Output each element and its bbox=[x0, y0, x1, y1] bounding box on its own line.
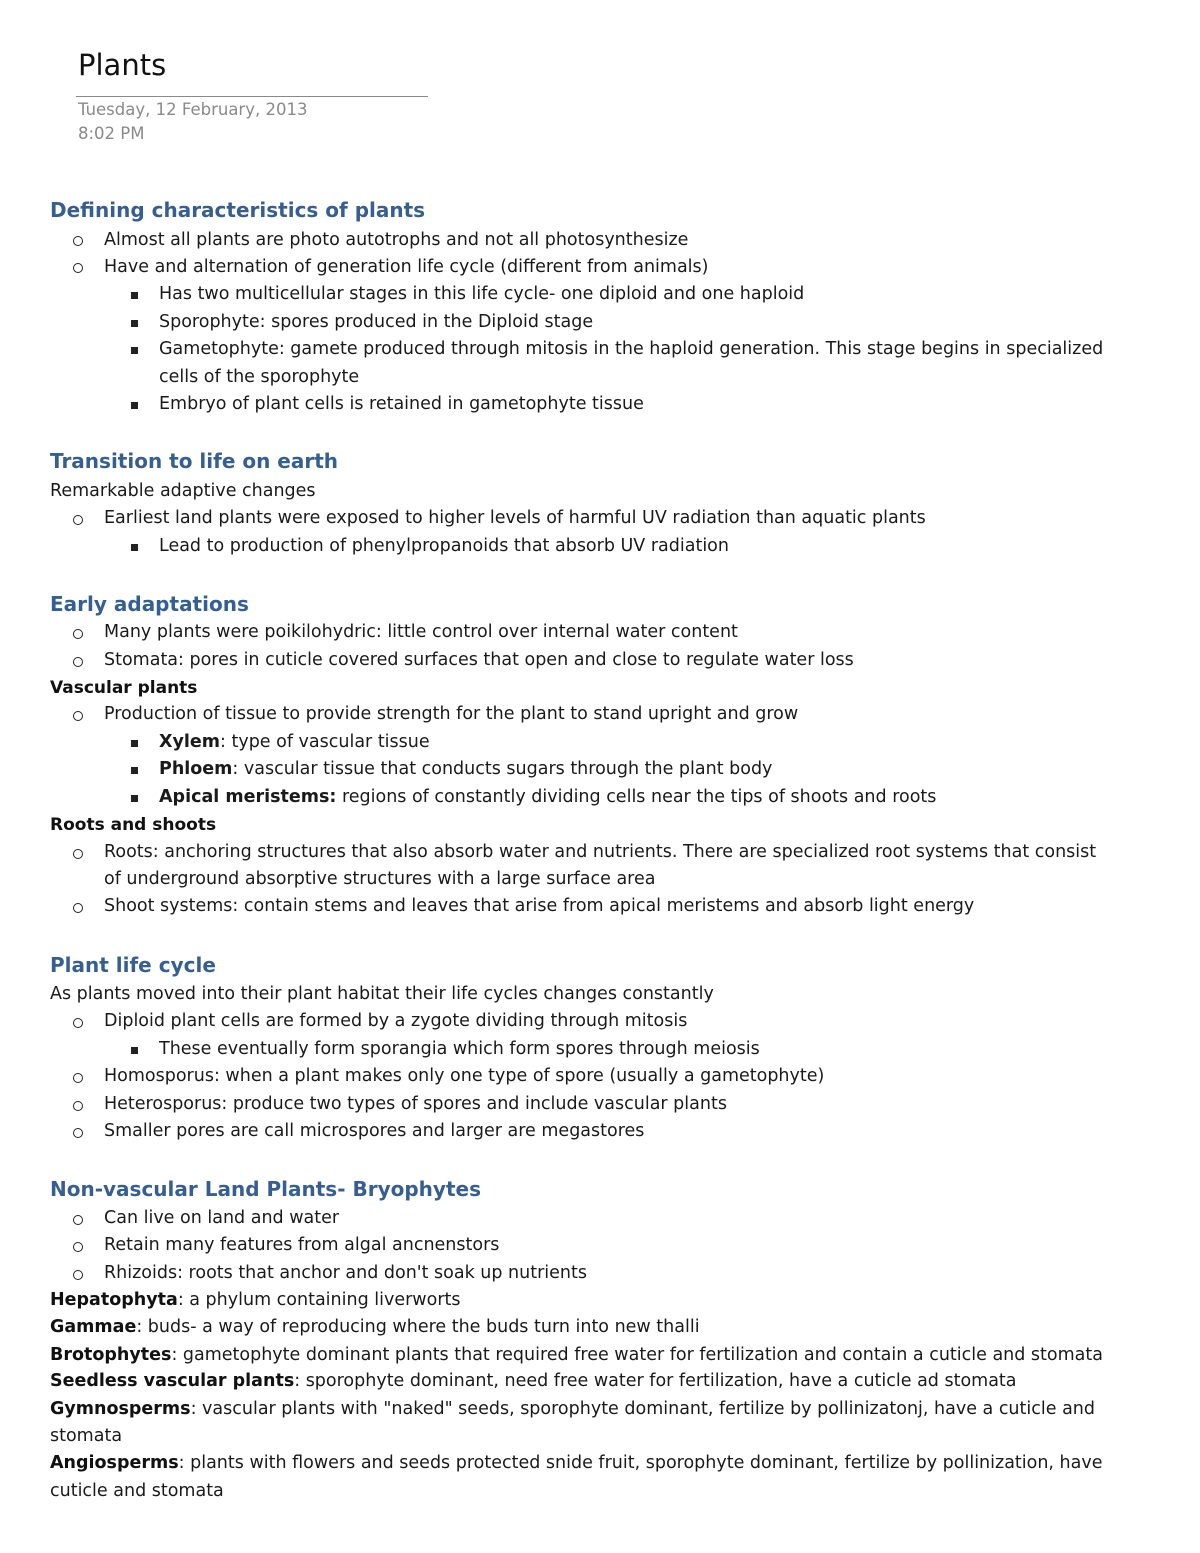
circle-bullet-icon bbox=[73, 657, 83, 667]
term: Brotophytes bbox=[50, 1345, 172, 1365]
definition-continuation: stomata bbox=[50, 1426, 123, 1446]
term: Gymnosperms bbox=[50, 1399, 191, 1419]
section-heading: Non-vascular Land Plants- Bryophytes bbox=[50, 1177, 481, 1201]
circle-bullet-icon bbox=[73, 1101, 83, 1111]
definition-line bbox=[50, 1368, 1017, 1395]
list-item: Production of tissue to provide strength for the plant to stand upright and grow bbox=[104, 704, 799, 724]
circle-bullet-icon bbox=[73, 263, 83, 273]
circle-bullet-icon bbox=[73, 236, 83, 246]
definition-line bbox=[50, 1314, 700, 1341]
list-item-continuation: cells of the sporophyte bbox=[159, 367, 360, 387]
circle-bullet-icon bbox=[73, 1073, 83, 1083]
square-bullet-icon bbox=[131, 402, 138, 409]
subheading: Vascular plants bbox=[50, 678, 198, 698]
square-bullet-icon bbox=[131, 320, 138, 327]
term: Seedless vascular plants bbox=[50, 1371, 295, 1391]
term: Angiosperms bbox=[50, 1453, 179, 1473]
square-bullet-icon bbox=[131, 347, 138, 354]
list-item: Sporophyte: spores produced in the Diploid stage bbox=[159, 312, 594, 332]
definition: regions of constantly dividing cells near the tips of shoots and roots bbox=[336, 787, 937, 807]
list-item: Many plants were poikilohydric: little control over internal water content bbox=[104, 622, 738, 642]
list-item: Stomata: pores in cuticle covered surfaces that open and close to regulate water loss bbox=[104, 650, 854, 670]
definition-line bbox=[50, 1342, 1103, 1369]
list-item-continuation: of underground absorptive structures with a large surface area bbox=[104, 869, 656, 889]
list-item: Diploid plant cells are formed by a zygote dividing through mitosis bbox=[104, 1011, 688, 1031]
circle-bullet-icon bbox=[73, 711, 83, 721]
circle-bullet-icon bbox=[73, 629, 83, 639]
term: Phloem bbox=[159, 759, 233, 779]
list-item bbox=[159, 756, 772, 783]
circle-bullet-icon bbox=[73, 849, 83, 859]
definition: : gametophyte dominant plants that required free water for fertilization and contain a cuticle and stomata bbox=[171, 1345, 1103, 1365]
list-item: Embryo of plant cells is retained in gametophyte tissue bbox=[159, 394, 644, 414]
square-bullet-icon bbox=[131, 767, 138, 774]
list-item bbox=[159, 784, 936, 811]
list-item: Have and alternation of generation life cycle (different from animals) bbox=[104, 257, 709, 277]
circle-bullet-icon bbox=[73, 1128, 83, 1138]
page-time: 8:02 PM bbox=[78, 124, 145, 143]
list-item: Smaller pores are call microspores and larger are megastores bbox=[104, 1121, 645, 1141]
subheading: Roots and shoots bbox=[50, 815, 217, 835]
definition: : a phylum containing liverworts bbox=[177, 1290, 461, 1310]
term: Xylem bbox=[159, 732, 221, 752]
list-item: Lead to production of phenylpropanoids that absorb UV radiation bbox=[159, 536, 729, 556]
list-item: Has two multicellular stages in this life cycle- one diploid and one haploid bbox=[159, 284, 805, 304]
definition: : vascular tissue that conducts sugars through the plant body bbox=[232, 759, 773, 779]
square-bullet-icon bbox=[131, 544, 138, 551]
list-item bbox=[159, 729, 430, 756]
page-date: Tuesday, 12 February, 2013 bbox=[78, 100, 308, 119]
square-bullet-icon bbox=[131, 795, 138, 802]
term: Hepatophyta bbox=[50, 1290, 178, 1310]
page-title: Plants bbox=[78, 48, 167, 82]
circle-bullet-icon bbox=[73, 1018, 83, 1028]
definition: : vascular plants with "naked" seeds, sporophyte dominant, fertilize by pollinizatonj, have a cuticle and bbox=[190, 1399, 1095, 1419]
list-item: These eventually form sporangia which form spores through meiosis bbox=[159, 1039, 760, 1059]
circle-bullet-icon bbox=[73, 1242, 83, 1252]
list-item: Can live on land and water bbox=[104, 1208, 340, 1228]
circle-bullet-icon bbox=[73, 515, 83, 525]
list-item: Rhizoids: roots that anchor and don't soak up nutrients bbox=[104, 1263, 587, 1283]
definition-line bbox=[50, 1450, 1103, 1477]
circle-bullet-icon bbox=[73, 1215, 83, 1225]
term: Gammae bbox=[50, 1317, 137, 1337]
list-item: Heterosporus: produce two types of spores and include vascular plants bbox=[104, 1094, 727, 1114]
square-bullet-icon bbox=[131, 740, 138, 747]
section-heading: Early adaptations bbox=[50, 592, 249, 616]
square-bullet-icon bbox=[131, 292, 138, 299]
list-item: Earliest land plants were exposed to higher levels of harmful UV radiation than aquatic plants bbox=[104, 508, 926, 528]
circle-bullet-icon bbox=[73, 903, 83, 913]
definition: : buds- a way of reproducing where the buds turn into new thalli bbox=[136, 1317, 700, 1337]
section-heading: Transition to life on earth bbox=[50, 449, 339, 473]
paragraph: As plants moved into their plant habitat their life cycles changes constantly bbox=[50, 984, 714, 1004]
section-heading: Plant life cycle bbox=[50, 953, 216, 977]
title-underline bbox=[76, 96, 428, 97]
definition-continuation: cuticle and stomata bbox=[50, 1481, 224, 1501]
list-item: Gametophyte: gamete produced through mitosis in the haploid generation. This stage begins in specialized bbox=[159, 339, 1104, 359]
paragraph: Remarkable adaptive changes bbox=[50, 481, 316, 501]
definition: : type of vascular tissue bbox=[220, 732, 430, 752]
list-item: Roots: anchoring structures that also absorb water and nutrients. There are specialized root systems that consist bbox=[104, 842, 1097, 862]
list-item: Retain many features from algal ancnenstors bbox=[104, 1235, 500, 1255]
definition: : plants with flowers and seeds protected snide fruit, sporophyte dominant, fertilize by pollinization, have bbox=[178, 1453, 1103, 1473]
list-item: Homosporus: when a plant makes only one type of spore (usually a gametophyte) bbox=[104, 1066, 825, 1086]
definition-line bbox=[50, 1287, 461, 1314]
list-item: Almost all plants are photo autotrophs and not all photosynthesize bbox=[104, 230, 689, 250]
circle-bullet-icon bbox=[73, 1270, 83, 1280]
definition-line bbox=[50, 1396, 1095, 1423]
section-heading: Defining characteristics of plants bbox=[50, 198, 426, 222]
list-item: Shoot systems: contain stems and leaves that arise from apical meristems and absorb light energy bbox=[104, 896, 975, 916]
term: Apical meristems: bbox=[159, 787, 337, 807]
definition: : sporophyte dominant, need free water for fertilization, have a cuticle ad stomata bbox=[294, 1371, 1017, 1391]
square-bullet-icon bbox=[131, 1047, 138, 1054]
